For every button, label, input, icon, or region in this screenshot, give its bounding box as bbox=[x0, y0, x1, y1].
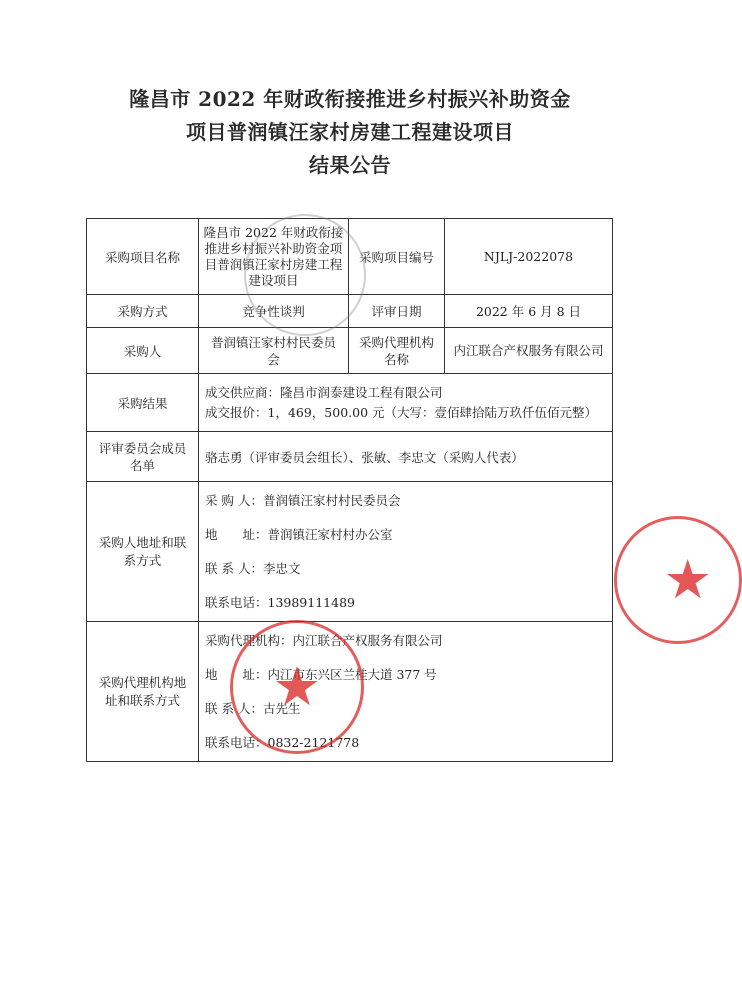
committee-label: 评审委员会成员名单 bbox=[87, 432, 199, 482]
agency-contact-phone: 联系电话：0832-2121778 bbox=[205, 734, 360, 750]
project-name-label: 采购项目名称 bbox=[87, 219, 199, 295]
table-row bbox=[87, 219, 613, 295]
review-date-value: 2022 年 6 月 8 日 bbox=[445, 295, 613, 328]
seal-star-icon: ★ bbox=[272, 655, 322, 718]
result-supplier: 成交供应商：隆昌市润泰建设工程有限公司 bbox=[205, 384, 443, 400]
right-edge-seal bbox=[614, 516, 742, 644]
buyer-contact bbox=[199, 482, 613, 622]
method-label: 采购方式 bbox=[87, 295, 199, 328]
table-row bbox=[87, 482, 613, 622]
agency-contact-person: 联 系 人：古先生 bbox=[205, 700, 301, 716]
agency-label: 采购代理机构名称 bbox=[349, 328, 445, 374]
table-row bbox=[87, 328, 613, 374]
agency-contact bbox=[199, 622, 613, 762]
project-no-value: NJLJ-2022078 bbox=[445, 219, 613, 295]
agency-contact-name: 采购代理机构：内江联合产权服务有限公司 bbox=[205, 632, 443, 648]
table-row bbox=[87, 374, 613, 432]
document-title bbox=[0, 83, 700, 182]
buyer-value: 普润镇汪家村村民委员会 bbox=[199, 328, 349, 374]
title-line-3: 结果公告 bbox=[309, 153, 391, 177]
review-date-label: 评审日期 bbox=[349, 295, 445, 328]
title-line-2: 项目普润镇汪家村房建工程建设项目 bbox=[186, 120, 514, 144]
table-row bbox=[87, 432, 613, 482]
result-label: 采购结果 bbox=[87, 374, 199, 432]
seal-star-icon: ★ bbox=[663, 548, 712, 611]
agency-value: 内江联合产权服务有限公司 bbox=[445, 328, 613, 374]
buyer-contact-label: 采购人地址和联系方式 bbox=[87, 482, 199, 622]
buyer-label: 采购人 bbox=[87, 328, 199, 374]
agency-contact-label: 采购代理机构地址和联系方式 bbox=[87, 622, 199, 762]
agency-contact-address: 地 址：内江市东兴区兰桂大道 377 号 bbox=[205, 666, 437, 682]
project-name-value: 隆昌市 2022 年财政衔接推进乡村振兴补助资金项目普润镇汪家村房建工程建设项目 bbox=[199, 219, 349, 295]
buyer-contact-person: 联 系 人：李忠文 bbox=[205, 560, 301, 576]
buyer-contact-name: 采 购 人：普润镇汪家村村民委员会 bbox=[205, 492, 401, 508]
buyer-contact-address: 地 址：普润镇汪家村村办公室 bbox=[205, 526, 393, 542]
committee-value: 骆志勇（评审委员会组长）、张敏、李忠文（采购人代表） bbox=[199, 432, 613, 482]
method-value: 竞争性谈判 bbox=[199, 295, 349, 328]
title-line-1: 隆昌市 2022 年财政衔接推进乡村振兴补助资金 bbox=[129, 87, 571, 111]
result-value bbox=[199, 374, 613, 432]
buyer-contact-phone: 联系电话：13989111489 bbox=[205, 594, 355, 610]
table-row bbox=[87, 295, 613, 328]
result-price: 成交报价：1，469，500.00 元（大写：壹佰肆拾陆万玖仟伍佰元整） bbox=[205, 404, 598, 420]
table-row bbox=[87, 622, 613, 762]
project-no-label: 采购项目编号 bbox=[349, 219, 445, 295]
announcement-table bbox=[86, 218, 613, 762]
